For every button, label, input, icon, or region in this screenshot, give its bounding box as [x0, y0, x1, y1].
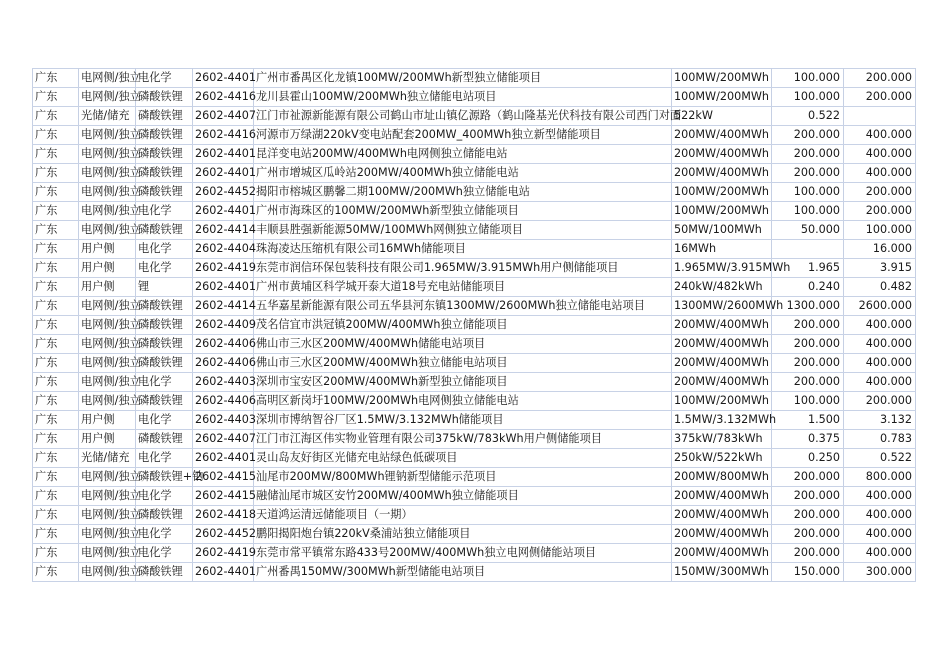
- cell-power-mw[interactable]: 1300.000: [772, 297, 844, 316]
- cell-technology[interactable]: 电化学: [136, 373, 193, 392]
- cell-scale[interactable]: 16MWh: [672, 240, 772, 259]
- cell-side[interactable]: 用户侧: [79, 430, 136, 449]
- cell-side[interactable]: 电网侧/独立: [79, 202, 136, 221]
- cell-code[interactable]: 2602-4407: [193, 107, 254, 126]
- cell-technology[interactable]: 磷酸铁锂: [136, 392, 193, 411]
- cell-project-name[interactable]: 广州市增城区瓜岭站200MW/400MWh独立储能电站: [254, 164, 672, 183]
- cell-code[interactable]: 2602-4406: [193, 335, 254, 354]
- table-row: [33, 449, 916, 468]
- table-row: [33, 373, 916, 392]
- cell-energy-mwh[interactable]: 300.000: [844, 563, 916, 582]
- cell-province[interactable]: 广东: [33, 240, 79, 259]
- cell-power-mw[interactable]: 1.965: [772, 259, 844, 278]
- cell-project-name[interactable]: 鹏阳揭阳炮台镇220kV桑浦站独立储能项目: [254, 525, 672, 544]
- cell-scale[interactable]: 250kW/522kWh: [672, 449, 772, 468]
- cell-power-mw[interactable]: 200.000: [772, 164, 844, 183]
- cell-energy-mwh[interactable]: 400.000: [844, 373, 916, 392]
- cell-energy-mwh[interactable]: 16.000: [844, 240, 916, 259]
- cell-energy-mwh[interactable]: 0.522: [844, 449, 916, 468]
- cell-side[interactable]: 电网侧/独立: [79, 335, 136, 354]
- cell-code[interactable]: 2602-4407: [193, 430, 254, 449]
- cell-technology[interactable]: 磷酸铁锂: [136, 221, 193, 240]
- cell-scale[interactable]: 200MW/400MWh: [672, 145, 772, 164]
- cell-technology[interactable]: 磷酸铁锂: [136, 164, 193, 183]
- cell-side[interactable]: 电网侧/独立: [79, 145, 136, 164]
- cell-province[interactable]: 广东: [33, 126, 79, 145]
- cell-project-name[interactable]: 广州市黄埔区科学城开泰大道18号充电站储能项目: [254, 278, 672, 297]
- cell-scale[interactable]: 200MW/400MWh: [672, 316, 772, 335]
- table-row: [33, 354, 916, 373]
- cell-scale[interactable]: 200MW/400MWh: [672, 335, 772, 354]
- cell-technology[interactable]: 电化学: [136, 69, 193, 88]
- cell-code[interactable]: 2602-4403: [193, 373, 254, 392]
- table-row: [33, 563, 916, 582]
- cell-scale[interactable]: 200MW/400MWh: [672, 544, 772, 563]
- cell-power-mw[interactable]: 200.000: [772, 373, 844, 392]
- cell-power-mw[interactable]: 200.000: [772, 506, 844, 525]
- cell-power-mw[interactable]: 200.000: [772, 487, 844, 506]
- table-row: [33, 126, 916, 145]
- cell-province[interactable]: 广东: [33, 297, 79, 316]
- table-row: [33, 164, 916, 183]
- cell-province[interactable]: 广东: [33, 544, 79, 563]
- cell-side[interactable]: 光储/储充: [79, 449, 136, 468]
- cell-code[interactable]: 2602-4414: [193, 221, 254, 240]
- table-row: [33, 525, 916, 544]
- cell-side[interactable]: 用户侧: [79, 278, 136, 297]
- cell-energy-mwh[interactable]: 400.000: [844, 316, 916, 335]
- table-row: [33, 487, 916, 506]
- cell-code[interactable]: 2602-4452: [193, 183, 254, 202]
- cell-power-mw[interactable]: 0.375: [772, 430, 844, 449]
- cell-technology[interactable]: 电化学: [136, 411, 193, 430]
- cell-scale[interactable]: 200MW/400MWh: [672, 164, 772, 183]
- cell-energy-mwh[interactable]: 400.000: [844, 126, 916, 145]
- cell-energy-mwh[interactable]: 2600.000: [844, 297, 916, 316]
- cell-project-name[interactable]: 丰顺县胜强新能源50MW/100MWh网侧独立储能项目: [254, 221, 672, 240]
- cell-energy-mwh[interactable]: 200.000: [844, 69, 916, 88]
- cell-scale[interactable]: 200MW/400MWh: [672, 373, 772, 392]
- cell-scale[interactable]: 200MW/400MWh: [672, 506, 772, 525]
- table-row: [33, 107, 916, 126]
- table-row: [33, 335, 916, 354]
- table-row: [33, 69, 916, 88]
- cell-energy-mwh[interactable]: 400.000: [844, 487, 916, 506]
- cell-scale[interactable]: 150MW/300MWh: [672, 563, 772, 582]
- cell-power-mw[interactable]: 200.000: [772, 126, 844, 145]
- cell-code[interactable]: 2602-4403: [193, 411, 254, 430]
- cell-energy-mwh[interactable]: 400.000: [844, 145, 916, 164]
- cell-power-mw[interactable]: 1.500: [772, 411, 844, 430]
- cell-province[interactable]: 广东: [33, 373, 79, 392]
- cell-side[interactable]: 光储/储充: [79, 107, 136, 126]
- cell-technology[interactable]: 磷酸铁锂: [136, 297, 193, 316]
- cell-energy-mwh[interactable]: 3.132: [844, 411, 916, 430]
- cell-power-mw[interactable]: 200.000: [772, 468, 844, 487]
- table-row: [33, 506, 916, 525]
- cell-project-name[interactable]: 佛山市三水区200MW/400MWh独立储能电站项目: [254, 354, 672, 373]
- cell-power-mw[interactable]: 150.000: [772, 563, 844, 582]
- cell-project-name[interactable]: 五华嘉星新能源有限公司五华县河东镇1300MW/2600MWh独立储能电站项目: [254, 297, 672, 316]
- cell-technology[interactable]: 电化学: [136, 202, 193, 221]
- cell-side[interactable]: 用户侧: [79, 240, 136, 259]
- cell-energy-mwh[interactable]: 400.000: [844, 525, 916, 544]
- storage-projects-table: [32, 68, 916, 582]
- cell-code[interactable]: 2602-4419: [193, 259, 254, 278]
- table-row: [33, 145, 916, 164]
- cell-code[interactable]: 2602-4406: [193, 392, 254, 411]
- cell-scale[interactable]: 50MW/100MWh: [672, 221, 772, 240]
- cell-scale[interactable]: 1.5MW/3.132MWh: [672, 411, 772, 430]
- cell-province[interactable]: 广东: [33, 221, 79, 240]
- cell-code[interactable]: 2602-4404: [193, 240, 254, 259]
- cell-code[interactable]: 2602-4401: [193, 563, 254, 582]
- cell-technology[interactable]: 电化学: [136, 259, 193, 278]
- cell-energy-mwh[interactable]: 0.783: [844, 430, 916, 449]
- cell-code[interactable]: 2602-4415: [193, 487, 254, 506]
- cell-technology[interactable]: 磷酸铁锂: [136, 145, 193, 164]
- cell-technology[interactable]: 磷酸铁锂: [136, 126, 193, 145]
- cell-scale[interactable]: 200MW/800MWh: [672, 468, 772, 487]
- cell-technology[interactable]: 磷酸铁锂: [136, 335, 193, 354]
- cell-province[interactable]: 广东: [33, 354, 79, 373]
- cell-project-name[interactable]: 深圳市宝安区200MW/400MWh新型独立储能项目: [254, 373, 672, 392]
- table-row: [33, 183, 916, 202]
- cell-side[interactable]: 电网侧/独立: [79, 126, 136, 145]
- cell-code[interactable]: 2602-4401: [193, 449, 254, 468]
- cell-province[interactable]: 广东: [33, 145, 79, 164]
- cell-project-name[interactable]: 汕尾市200MW/800MWh锂钠新型储能示范项目: [254, 468, 672, 487]
- table-row: [33, 411, 916, 430]
- cell-project-name[interactable]: 广州番禺150MW/300MWh新型储能电站项目: [254, 563, 672, 582]
- cell-code[interactable]: 2602-4419: [193, 544, 254, 563]
- cell-scale[interactable]: 375kW/783kWh: [672, 430, 772, 449]
- cell-power-mw[interactable]: 0.240: [772, 278, 844, 297]
- cell-energy-mwh[interactable]: 400.000: [844, 506, 916, 525]
- cell-province[interactable]: 广东: [33, 487, 79, 506]
- cell-project-name[interactable]: 融储汕尾市城区安竹200MW/400MWh独立储能项目: [254, 487, 672, 506]
- cell-technology[interactable]: 磷酸铁锂: [136, 506, 193, 525]
- cell-technology[interactable]: 磷酸铁锂: [136, 107, 193, 126]
- cell-power-mw[interactable]: 100.000: [772, 392, 844, 411]
- cell-code[interactable]: 2602-4401: [193, 278, 254, 297]
- cell-power-mw[interactable]: 50.000: [772, 221, 844, 240]
- cell-province[interactable]: 广东: [33, 563, 79, 582]
- cell-project-name[interactable]: 东莞市常平镇常东路433号200MW/400MWh独立电网侧储能站项目: [254, 544, 672, 563]
- cell-scale[interactable]: 522kW: [672, 107, 772, 126]
- cell-side[interactable]: 电网侧/独立: [79, 525, 136, 544]
- cell-technology[interactable]: 磷酸铁锂: [136, 354, 193, 373]
- cell-side[interactable]: 电网侧/独立: [79, 164, 136, 183]
- cell-technology[interactable]: 磷酸铁锂: [136, 183, 193, 202]
- cell-province[interactable]: 广东: [33, 69, 79, 88]
- cell-power-mw[interactable]: 0.250: [772, 449, 844, 468]
- cell-project-name[interactable]: 广州市番禺区化龙镇100MW/200MWh新型独立储能项目: [254, 69, 672, 88]
- cell-energy-mwh[interactable]: 200.000: [844, 202, 916, 221]
- cell-project-name[interactable]: 东莞市润信环保包装科技有限公司1.965MW/3.915MWh用户侧储能项目: [254, 259, 672, 278]
- cell-scale[interactable]: 100MW/200MWh: [672, 183, 772, 202]
- cell-code[interactable]: 2602-4409: [193, 316, 254, 335]
- cell-project-name[interactable]: 深圳市博纳智谷厂区1.5MW/3.132MWh储能项目: [254, 411, 672, 430]
- cell-energy-mwh[interactable]: 400.000: [844, 335, 916, 354]
- cell-province[interactable]: 广东: [33, 335, 79, 354]
- table-row: [33, 468, 916, 487]
- table-row: [33, 392, 916, 411]
- table-row: [33, 544, 916, 563]
- cell-energy-mwh[interactable]: 400.000: [844, 354, 916, 373]
- table-row: [33, 202, 916, 221]
- cell-power-mw[interactable]: 100.000: [772, 202, 844, 221]
- cell-project-name[interactable]: 昆洋变电站200MW/400MWh电网侧独立储能电站: [254, 145, 672, 164]
- cell-province[interactable]: 广东: [33, 202, 79, 221]
- cell-scale[interactable]: 200MW/400MWh: [672, 126, 772, 145]
- cell-technology[interactable]: 电化学: [136, 525, 193, 544]
- cell-code[interactable]: 2602-4401: [193, 202, 254, 221]
- cell-province[interactable]: 广东: [33, 107, 79, 126]
- cell-code[interactable]: 2602-4415: [193, 468, 254, 487]
- cell-scale[interactable]: 240kW/482kWh: [672, 278, 772, 297]
- cell-side[interactable]: 电网侧/独立: [79, 392, 136, 411]
- cell-energy-mwh[interactable]: 200.000: [844, 183, 916, 202]
- cell-project-name[interactable]: 茂名信宜市洪冠镇200MW/400MWh独立储能项目: [254, 316, 672, 335]
- cell-power-mw[interactable]: 100.000: [772, 88, 844, 107]
- cell-technology[interactable]: 锂: [136, 278, 193, 297]
- cell-power-mw[interactable]: 100.000: [772, 69, 844, 88]
- cell-project-name[interactable]: 江门市江海区伟实物业管理有限公司375kW/783kWh用户侧储能项目: [254, 430, 672, 449]
- table-row: [33, 316, 916, 335]
- cell-side[interactable]: 电网侧/独立: [79, 183, 136, 202]
- cell-province[interactable]: 广东: [33, 316, 79, 335]
- cell-project-name[interactable]: 龙川县霍山100MW/200MWh独立储能电站项目: [254, 88, 672, 107]
- cell-code[interactable]: 2602-4406: [193, 354, 254, 373]
- cell-project-name[interactable]: 江门市祉源新能源有限公司鹤山市址山镇亿源路（鹤山隆基光伏科技有限公司西门对面: [254, 107, 672, 126]
- cell-power-mw[interactable]: 200.000: [772, 316, 844, 335]
- cell-energy-mwh[interactable]: 200.000: [844, 88, 916, 107]
- table-row: [33, 88, 916, 107]
- cell-province[interactable]: 广东: [33, 164, 79, 183]
- cell-side[interactable]: 电网侧/独立: [79, 563, 136, 582]
- cell-technology[interactable]: 磷酸铁锂: [136, 563, 193, 582]
- cell-side[interactable]: 电网侧/独立: [79, 468, 136, 487]
- cell-energy-mwh[interactable]: 200.000: [844, 392, 916, 411]
- cell-energy-mwh[interactable]: 100.000: [844, 221, 916, 240]
- cell-province[interactable]: 广东: [33, 506, 79, 525]
- cell-power-mw[interactable]: [772, 240, 844, 259]
- cell-project-name[interactable]: 珠海凌达压缩机有限公司16MWh储能项目: [254, 240, 672, 259]
- table-row: [33, 259, 916, 278]
- cell-project-name[interactable]: 天道鸿运清远储能项目（一期）: [254, 506, 672, 525]
- cell-power-mw[interactable]: 100.000: [772, 183, 844, 202]
- cell-energy-mwh[interactable]: 3.915: [844, 259, 916, 278]
- cell-side[interactable]: 电网侧/独立: [79, 506, 136, 525]
- cell-province[interactable]: 广东: [33, 468, 79, 487]
- cell-code[interactable]: 2602-4452: [193, 525, 254, 544]
- cell-side[interactable]: 电网侧/独立: [79, 373, 136, 392]
- cell-project-name[interactable]: 灵山岛友好街区光储充电站绿色低碳项目: [254, 449, 672, 468]
- cell-power-mw[interactable]: 200.000: [772, 525, 844, 544]
- cell-technology[interactable]: 磷酸铁锂: [136, 88, 193, 107]
- cell-province[interactable]: 广东: [33, 392, 79, 411]
- cell-side[interactable]: 电网侧/独立: [79, 297, 136, 316]
- cell-code[interactable]: 2602-4418: [193, 506, 254, 525]
- cell-energy-mwh[interactable]: 400.000: [844, 164, 916, 183]
- cell-code[interactable]: 2602-4401: [193, 145, 254, 164]
- cell-province[interactable]: 广东: [33, 525, 79, 544]
- cell-code[interactable]: 2602-4414: [193, 297, 254, 316]
- cell-province[interactable]: 广东: [33, 88, 79, 107]
- table-row: [33, 297, 916, 316]
- cell-side[interactable]: 用户侧: [79, 259, 136, 278]
- table-row: [33, 221, 916, 240]
- cell-scale[interactable]: 200MW/400MWh: [672, 525, 772, 544]
- cell-province[interactable]: 广东: [33, 411, 79, 430]
- cell-project-name[interactable]: 广州市海珠区的100MW/200MWh新型独立储能项目: [254, 202, 672, 221]
- cell-power-mw[interactable]: 200.000: [772, 335, 844, 354]
- cell-project-name[interactable]: 揭阳市榕城区鹏馨二期100MW/200MWh独立储能电站: [254, 183, 672, 202]
- cell-technology[interactable]: 磷酸铁锂: [136, 430, 193, 449]
- cell-technology[interactable]: 电化学: [136, 544, 193, 563]
- cell-power-mw[interactable]: 200.000: [772, 354, 844, 373]
- table-row: [33, 430, 916, 449]
- table-body: [33, 69, 916, 582]
- table-row: [33, 278, 916, 297]
- cell-technology[interactable]: 电化学: [136, 449, 193, 468]
- cell-scale[interactable]: 1300MW/2600MWh: [672, 297, 772, 316]
- cell-energy-mwh[interactable]: 0.482: [844, 278, 916, 297]
- cell-scale[interactable]: 100MW/200MWh: [672, 88, 772, 107]
- cell-project-name[interactable]: 佛山市三水区200MW/400MWh储能电站项目: [254, 335, 672, 354]
- cell-scale[interactable]: 100MW/200MWh: [672, 69, 772, 88]
- cell-scale[interactable]: 100MW/200MWh: [672, 392, 772, 411]
- cell-province[interactable]: 广东: [33, 259, 79, 278]
- cell-energy-mwh[interactable]: 400.000: [844, 544, 916, 563]
- cell-code[interactable]: 2602-4416: [193, 88, 254, 107]
- cell-technology[interactable]: 电化学: [136, 487, 193, 506]
- cell-energy-mwh[interactable]: [844, 107, 916, 126]
- cell-side[interactable]: 用户侧: [79, 411, 136, 430]
- cell-code[interactable]: 2602-4401: [193, 69, 254, 88]
- cell-province[interactable]: 广东: [33, 430, 79, 449]
- cell-side[interactable]: 电网侧/独立: [79, 221, 136, 240]
- spreadsheet-table-area: [32, 68, 915, 582]
- cell-technology[interactable]: 磷酸铁锂+钠: [136, 468, 193, 487]
- cell-scale[interactable]: 200MW/400MWh: [672, 354, 772, 373]
- cell-side[interactable]: 电网侧/独立: [79, 354, 136, 373]
- cell-province[interactable]: 广东: [33, 278, 79, 297]
- cell-energy-mwh[interactable]: 800.000: [844, 468, 916, 487]
- table-row: [33, 240, 916, 259]
- cell-project-name[interactable]: 河源市万绿湖220kV变电站配套200MW_400MWh独立新型储能项目: [254, 126, 672, 145]
- cell-province[interactable]: 广东: [33, 449, 79, 468]
- cell-code[interactable]: 2602-4401: [193, 164, 254, 183]
- cell-technology[interactable]: 电化学: [136, 240, 193, 259]
- cell-project-name[interactable]: 高明区新岗圩100MW/200MWh电网侧独立储能电站: [254, 392, 672, 411]
- cell-scale[interactable]: 1.965MW/3.915MWh: [672, 259, 772, 278]
- cell-side[interactable]: 电网侧/独立: [79, 88, 136, 107]
- cell-power-mw[interactable]: 200.000: [772, 145, 844, 164]
- cell-power-mw[interactable]: 0.522: [772, 107, 844, 126]
- cell-power-mw[interactable]: 200.000: [772, 544, 844, 563]
- cell-code[interactable]: 2602-4416: [193, 126, 254, 145]
- cell-side[interactable]: 电网侧/独立: [79, 69, 136, 88]
- cell-side[interactable]: 电网侧/独立: [79, 487, 136, 506]
- cell-province[interactable]: 广东: [33, 183, 79, 202]
- cell-scale[interactable]: 200MW/400MWh: [672, 487, 772, 506]
- cell-technology[interactable]: 磷酸铁锂: [136, 316, 193, 335]
- cell-scale[interactable]: 100MW/200MWh: [672, 202, 772, 221]
- cell-side[interactable]: 电网侧/独立: [79, 316, 136, 335]
- cell-side[interactable]: 电网侧/独立: [79, 544, 136, 563]
